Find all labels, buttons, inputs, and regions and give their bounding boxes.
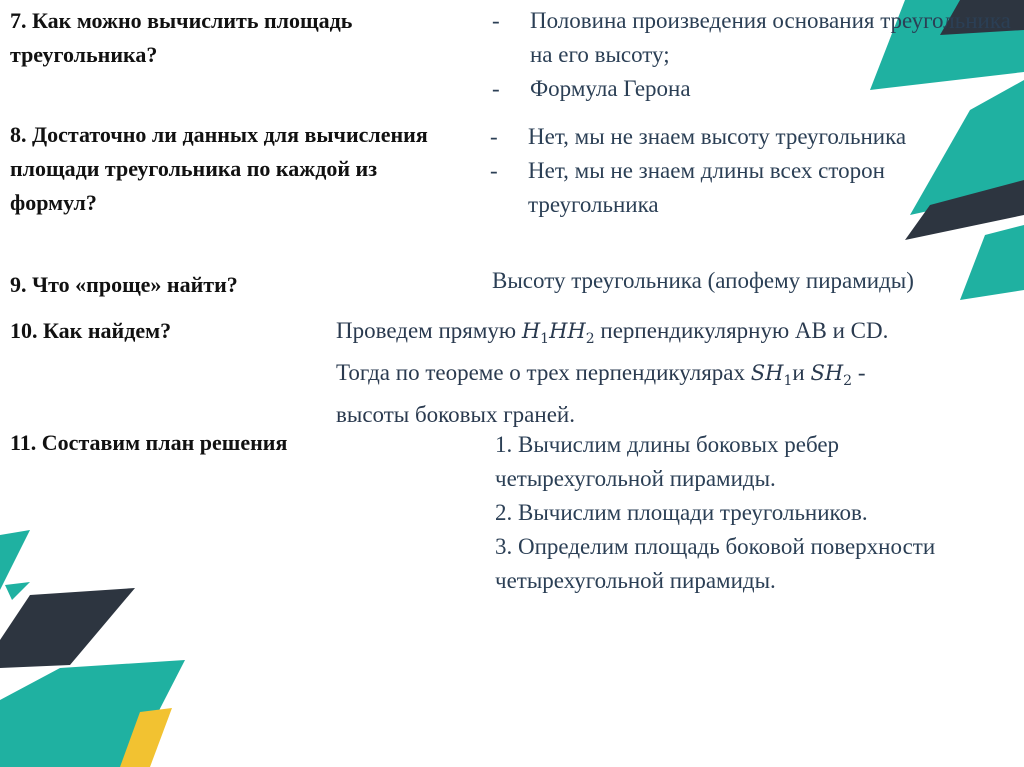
answer-10-text: Тогда по теореме о трех перпендикулярах bbox=[336, 360, 746, 386]
math-var: SH bbox=[810, 361, 844, 386]
math-sub: 2 bbox=[585, 331, 595, 348]
plan-step-3: 3. Определим площадь боковой поверхности четырехугольной пирамиды. bbox=[495, 534, 936, 593]
teal-shape-bottom-left bbox=[0, 530, 30, 590]
answer-10-text: перпендикулярную AB и CD. bbox=[600, 318, 889, 343]
answer-7-1: - Половина произведения основания треугольника на его высоту; bbox=[492, 4, 1012, 72]
question-8: 8. Достаточно ли данных для вычисления площади треугольника по каждой из формул? bbox=[10, 122, 428, 215]
answer-10-line-2 bbox=[336, 356, 1021, 398]
answer-10 bbox=[336, 314, 1021, 432]
teal-shape-small bbox=[5, 582, 30, 600]
math-sh2 bbox=[810, 361, 853, 390]
question-11: 11. Составим план решения bbox=[10, 430, 288, 455]
answer-11 bbox=[495, 428, 995, 598]
answer-10-line-3: высоты боковых граней. bbox=[336, 402, 575, 428]
math-sub: 1 bbox=[540, 331, 550, 348]
plan-step-2: 2. Вычислим площади треугольников. bbox=[495, 500, 868, 525]
math-var: SH bbox=[750, 361, 784, 386]
math-var: H bbox=[521, 319, 541, 343]
answers-7 bbox=[492, 4, 1012, 106]
question-9: 9. Что «проще» найти? bbox=[10, 272, 238, 297]
answers-8 bbox=[490, 120, 1010, 222]
question-10: 10. Как найдем? bbox=[10, 318, 172, 343]
answer-9: Высоту треугольника (апофему пирамиды) bbox=[492, 268, 914, 293]
math-h1hh2 bbox=[521, 319, 595, 348]
plan-step-1: 1. Вычислим длины боковых ребер четырехугольной пирамиды. bbox=[495, 432, 840, 491]
answer-10-text: и bbox=[792, 360, 805, 386]
math-sh1 bbox=[750, 361, 793, 390]
answer-8-2: - Нет, мы не знаем длины всех сторон треугольника bbox=[490, 154, 1010, 222]
math-sub: 1 bbox=[783, 373, 793, 390]
answer-7-2: - Формула Герона bbox=[492, 72, 1012, 106]
math-var: HH bbox=[549, 319, 586, 343]
dark-shape-bottom-left bbox=[0, 588, 135, 668]
question-7: 7. Как можно вычислить площадь треугольника? bbox=[10, 8, 353, 67]
answer-10-text: - bbox=[857, 360, 866, 386]
answer-10-line-1 bbox=[336, 314, 1021, 356]
math-sub: 2 bbox=[843, 373, 853, 390]
answer-8-1: - Нет, мы не знаем высоту треугольника bbox=[490, 120, 1010, 154]
answer-10-text: Проведем прямую bbox=[336, 318, 517, 343]
